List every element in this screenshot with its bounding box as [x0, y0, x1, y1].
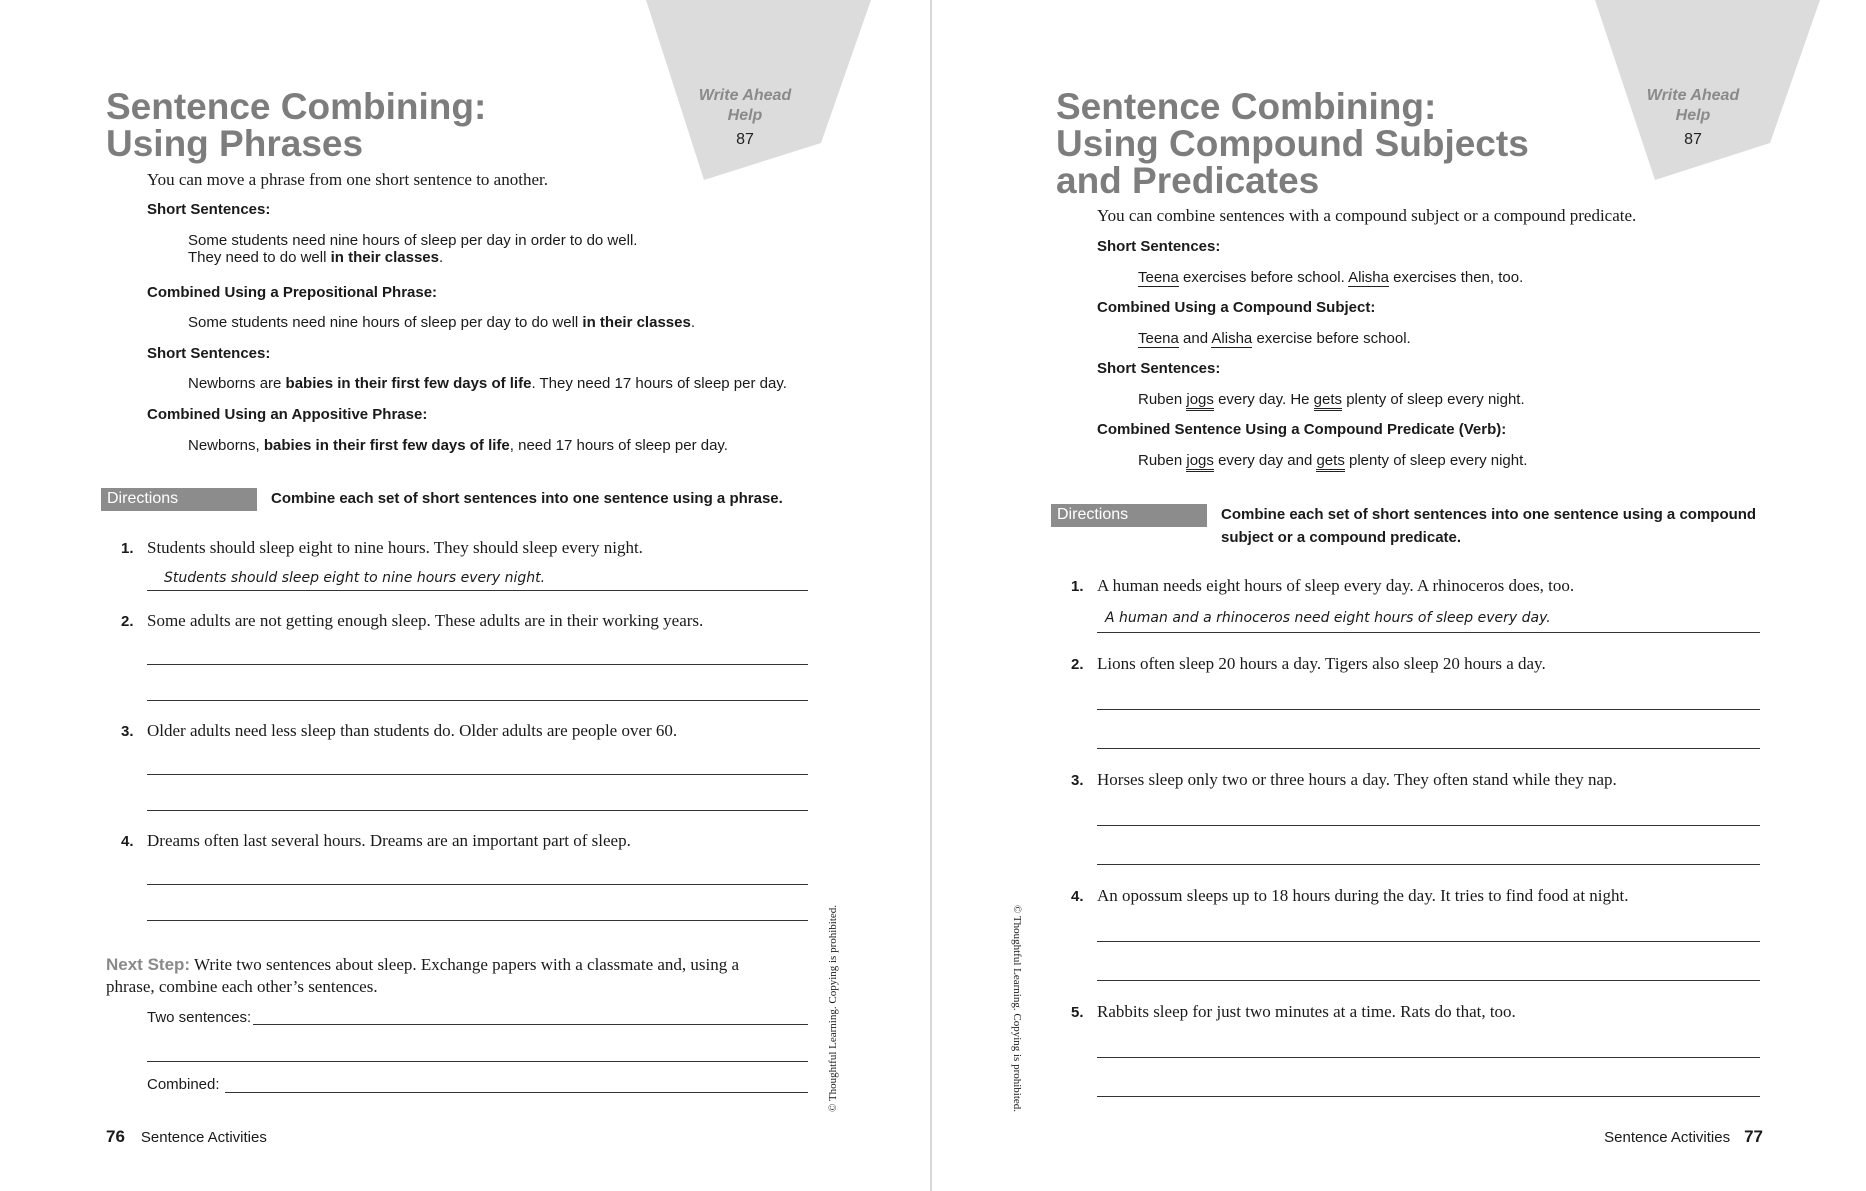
two-sentences-line[interactable] [253, 1024, 808, 1025]
write-ahead-number: 87 [736, 131, 754, 148]
question-number: 3. [121, 723, 134, 740]
question-text: Horses sleep only two or three hours a day. They often stand while they nap. [1097, 770, 1617, 789]
page-title: Sentence Combining: Using Compound Subjects and Predicates [1056, 86, 1529, 201]
example-sentence: Ruben jogs every day and gets plenty of sleep every night. [1138, 452, 1527, 469]
answer-line[interactable] [147, 590, 808, 591]
two-sentences-line[interactable] [147, 1061, 808, 1062]
example-sentence: Some students need nine hours of sleep per day to do well in their classes. [188, 314, 695, 331]
copyright-notice: © Thoughtful Learning. Copying is prohibited. [827, 904, 839, 1112]
answer-line[interactable] [1097, 825, 1760, 826]
question-text: Lions often sleep 20 hours a day. Tigers also sleep 20 hours a day. [1097, 654, 1546, 673]
example-label: Short Sentences: [1097, 238, 1221, 255]
page-footer: Sentence Activities 77 [1604, 1127, 1763, 1146]
example-sentence: Teena and Alisha exercise before school. [1138, 330, 1411, 347]
question-text: Dreams often last several hours. Dreams are an important part of sleep. [147, 831, 631, 850]
right-page [933, 0, 1866, 1191]
sample-answer: A human and a rhinoceros need eight hours of sleep every day. [1105, 610, 1551, 626]
directions-label: Directions [101, 488, 257, 511]
answer-line[interactable] [147, 700, 808, 701]
question-number: 1. [1071, 578, 1084, 595]
question-text: An opossum sleeps up to 18 hours during the day. It tries to find food at night. [1097, 886, 1629, 905]
question-number: 5. [1071, 1004, 1084, 1021]
combined-label: Combined: [147, 1076, 220, 1093]
question-number: 1. [121, 540, 134, 557]
next-step: Next Step: Write two sentences about sleep. Exchange papers with a classmate and, using a phrase, combine each other’s sentences. [106, 955, 740, 996]
example-sentence: Teena exercises before school. Alisha exercises then, too. [1138, 269, 1524, 286]
question-number: 3. [1071, 772, 1084, 789]
write-ahead-label: Write Ahead Help [1646, 87, 1740, 124]
directions-text: Combine each set of short sentences into one sentence using a phrase. [271, 490, 783, 507]
example-sentence: Some students need nine hours of sleep per day in order to do well. They need to do well in their classes. [188, 232, 638, 266]
example-sentence: Newborns, babies in their first few days of life, need 17 hours of sleep per day. [188, 437, 728, 454]
example-label: Combined Using a Compound Subject: [1097, 299, 1376, 316]
answer-line[interactable] [1097, 632, 1760, 633]
example-label: Combined Using a Prepositional Phrase: [147, 284, 438, 301]
combined-line[interactable] [225, 1092, 808, 1093]
write-ahead-number: 87 [1684, 131, 1702, 148]
answer-line[interactable] [1097, 748, 1760, 749]
answer-line[interactable] [1097, 709, 1760, 710]
page-title: Sentence Combining: Using Phrases [106, 86, 487, 164]
question-text: A human needs eight hours of sleep every day. A rhinoceros does, too. [1097, 576, 1575, 595]
example-label: Combined Sentence Using a Compound Predicate (Verb): [1097, 421, 1507, 438]
question-number: 2. [121, 613, 134, 630]
answer-line[interactable] [1097, 1057, 1760, 1058]
answer-line[interactable] [1097, 1096, 1760, 1097]
example-label: Short Sentences: [147, 345, 271, 362]
question-number: 4. [121, 833, 134, 850]
copyright-notice: © Thoughtful Learning. Copying is prohibited. [1011, 905, 1023, 1113]
write-ahead-label: Write Ahead Help [698, 87, 792, 124]
answer-line[interactable] [147, 774, 808, 775]
example-label: Short Sentences: [147, 201, 271, 218]
example-label: Short Sentences: [1097, 360, 1221, 377]
answer-line[interactable] [1097, 941, 1760, 942]
example-sentence: Ruben jogs every day. He gets plenty of sleep every night. [1138, 391, 1525, 408]
question-text: Some adults are not getting enough sleep. These adults are in their working years. [147, 611, 704, 630]
answer-line[interactable] [147, 664, 808, 665]
answer-line[interactable] [1097, 864, 1760, 865]
two-sentences-label: Two sentences: [147, 1009, 252, 1026]
intro-text: You can move a phrase from one short sentence to another. [147, 170, 548, 189]
question-number: 2. [1071, 656, 1084, 673]
answer-line[interactable] [147, 884, 808, 885]
answer-line[interactable] [1097, 980, 1760, 981]
question-text: Older adults need less sleep than students do. Older adults are people over 60. [147, 721, 678, 740]
question-number: 4. [1071, 888, 1084, 905]
question-text: Rabbits sleep for just two minutes at a time. Rats do that, too. [1097, 1002, 1516, 1021]
question-text: Students should sleep eight to nine hours. They should sleep every night. [147, 538, 643, 557]
answer-line[interactable] [147, 810, 808, 811]
page-footer: 76 Sentence Activities [106, 1127, 267, 1146]
answer-line[interactable] [147, 920, 808, 921]
page-gutter [930, 0, 932, 1191]
directions-label: Directions [1051, 504, 1207, 527]
directions-text: Combine each set of short sentences into one sentence using a compound subject or a compound predicate. [1221, 506, 1757, 546]
intro-text: You can combine sentences with a compound subject or a compound predicate. [1097, 206, 1637, 225]
left-page [0, 0, 930, 1191]
example-sentence: Newborns are babies in their first few days of life. They need 17 hours of sleep per day. [188, 375, 787, 392]
example-label: Combined Using an Appositive Phrase: [147, 406, 428, 423]
sample-answer: Students should sleep eight to nine hours every night. [164, 570, 546, 586]
